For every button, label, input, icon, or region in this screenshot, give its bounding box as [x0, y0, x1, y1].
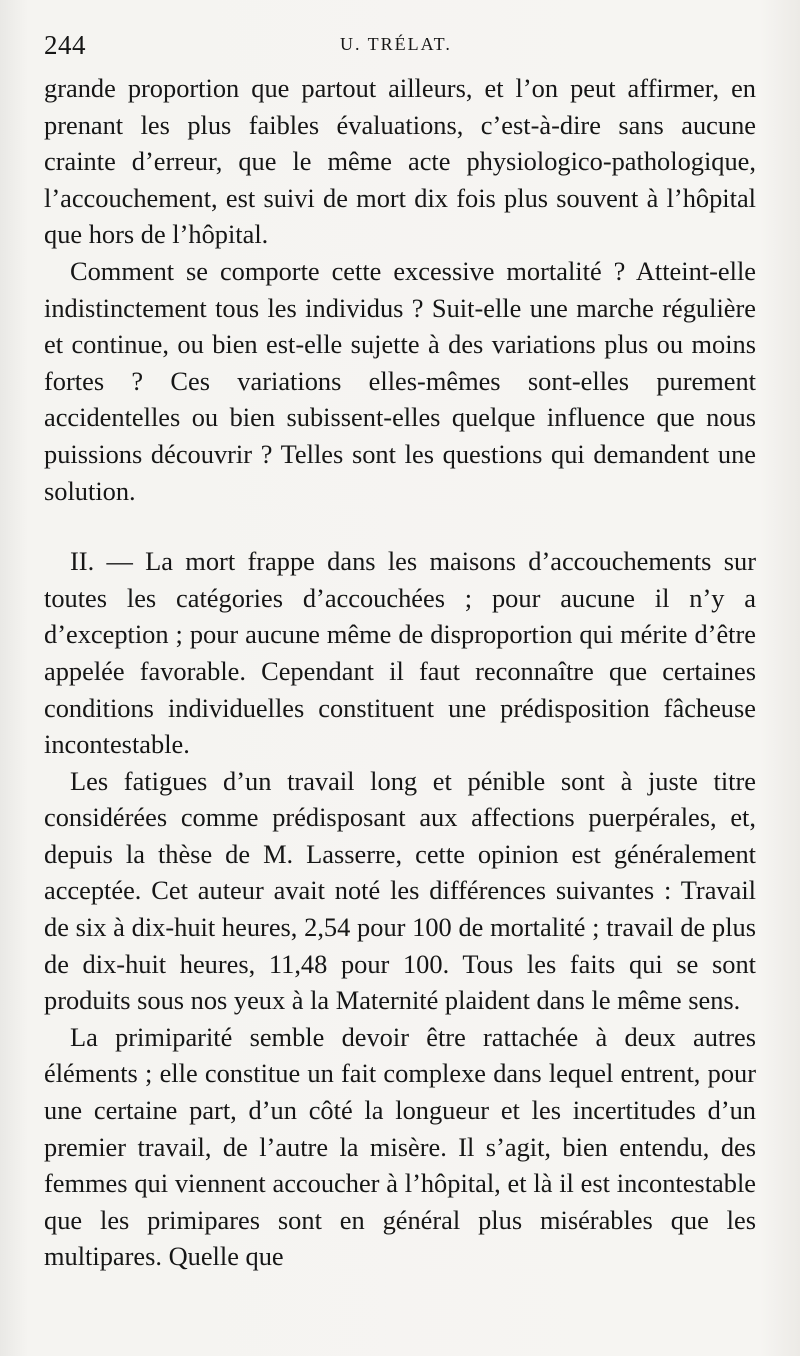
running-head [44, 30, 764, 64]
paragraph-continuation: grande proportion que partout ailleurs, et l’on peut affirmer, en prenant les plus faibles évaluations, c’est-à-dire sans aucune crainte d’erreur, que le même acte physiologico-pathologique, l’accouchement, est suivi de mort dix fois plus souvent à l’hôpital que hors de l’hôpital. [44, 73, 756, 250]
body-text [44, 70, 756, 1275]
paragraph-questions: Comment se comporte cette excessive mortalité ? Atteint-elle indistinctement tous les individus ? Suit-elle une marche régulière et continue, ou bien est-elle sujette à des variations plus ou moins fortes ? Ces variations elles-mêmes sont-elles purement accidentelles ou bien subissent-elles quelque influence que nous puissions découvrir ? Telles sont les questions qui demandent une solution. [44, 255, 756, 506]
paragraph-fatigues: Les fatigues d’un travail long et pénible sont à juste titre considérées comme prédisposant aux affections puerpérales, et, depuis la thèse de M. Lasserre, cette opinion est généralement acceptée. Cet auteur avait noté les différences suivantes : Travail de six à dix-huit heures, 2,54 pour 100 de mortalité ; travail de plus de dix-huit heures, 11,48 pour 100. Tous les faits qui se sont produits sous nos yeux à la Maternité plaident dans le même sens. [44, 765, 756, 1016]
page-number: 244 [44, 30, 86, 60]
paragraph-section-ii: II. — La mort frappe dans les maisons d’accouchements sur toutes les catégories d’accouchées ; pour aucune il n’y a d’exception ; pour aucune même de disproportion qui mérite d’être appelée favorable. Cependant il faut reconnaître que certaines conditions individuelles constituent une prédisposition fâcheuse incontestable. [44, 546, 756, 760]
running-head-author: U. TRÉLAT. [340, 34, 452, 54]
paragraph-primiparite: La primiparité semble devoir être rattachée à deux autres éléments ; elle constitue un fait complexe dans lequel entrent, pour une certaine part, d’un côté la longueur et les incertitudes d’un premier travail, de l’autre la misère. Il s’agit, bien entendu, des femmes qui viennent accoucher à l’hôpital, et là il est incontestable que les primipares sont en général plus misérables que les multipares. Quelle que [44, 1021, 756, 1272]
